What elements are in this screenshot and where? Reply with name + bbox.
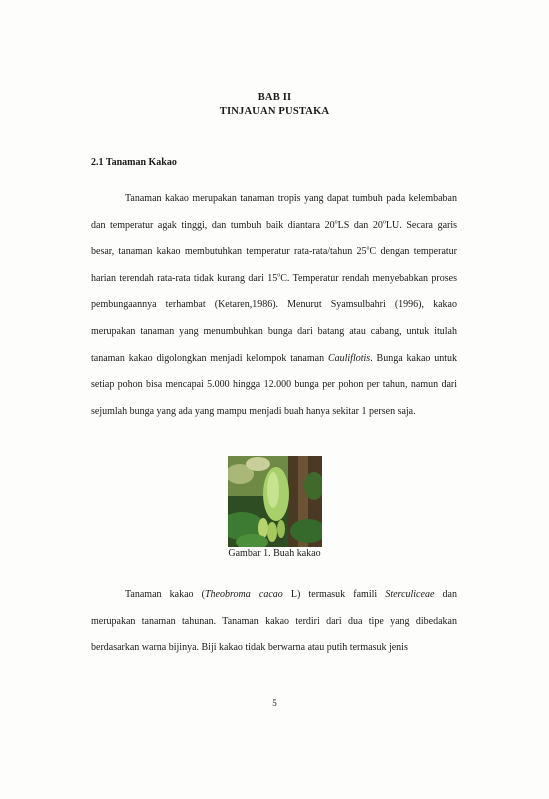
para2-family-name: Sterculiceae [385, 589, 435, 600]
body-paragraph-1 [91, 186, 457, 425]
para2-text-1: Tanaman kakao ( [125, 589, 205, 600]
para1-text-6: . Bunga kakao untuk setiap pohon bisa mencapai 5.000 hingga 12.000 bunga per pohon per tahun, namun dari sejumlah bunga yang ada yang mampu menjadi buah hanya sekitar 1 persen saja. [91, 352, 458, 417]
figure-caption: Gambar 1. Buah kakao [228, 548, 321, 559]
body-paragraph-2 [91, 582, 457, 662]
chapter-number: BAB II [257, 92, 292, 103]
page-number: 5 [272, 698, 277, 708]
para1-text-5: C. Temperatur rendah menyebabkan proses pembungaannya terhambat (Ketaren,1986). Menurut Syamsulbahri (1996), kakao merupakan tanaman yang menumbuhkan bunga dari batang atau cabang, untuk itulah tanaman kakao digolongkan menjadi kelompok tanaman [91, 272, 457, 364]
para1-text-2: LS dan 20 [337, 219, 383, 231]
section-heading: 2.1 Tanaman Kakao [91, 157, 177, 168]
para2-text-2: L) termasuk famili [282, 589, 386, 600]
para1-text-4: C dengan temperatur harian terendah rata-rata tidak kurang dari 15 [91, 246, 457, 284]
para1-text-1: Tanaman kakao merupakan tanaman tropis yang dapat tumbuh pada kelembaban dan temperatur agak tinggi, dan tumbuh baik diantara 20 [91, 193, 457, 231]
chapter-title: TINJAUAN PUSTAKA [219, 106, 330, 117]
para1-text-3: LU. Secara garis besar, tanaman kakao membutuhkan temperatur rata-rata/tahun 25 [91, 219, 458, 258]
para1-italic-term: Cauliflotis [327, 352, 371, 364]
para2-scientific-name: Theobroma cacao [205, 589, 283, 600]
degree-sign: o [382, 219, 386, 226]
para2-text-3: dan merupakan tanaman tahunan. Tanaman kakao terdiri dari dua tipe yang dibedakan berdasarkan warna bijinya. Biji kakao tidak berwarna atau putih termasuk jenis [91, 589, 457, 654]
degree-sign: o [334, 219, 338, 226]
cocoa-fruit-photo [228, 456, 322, 547]
degree-sign: o [277, 272, 281, 279]
cocoa-fruit-illustration [228, 456, 322, 547]
degree-sign: o [366, 245, 370, 252]
